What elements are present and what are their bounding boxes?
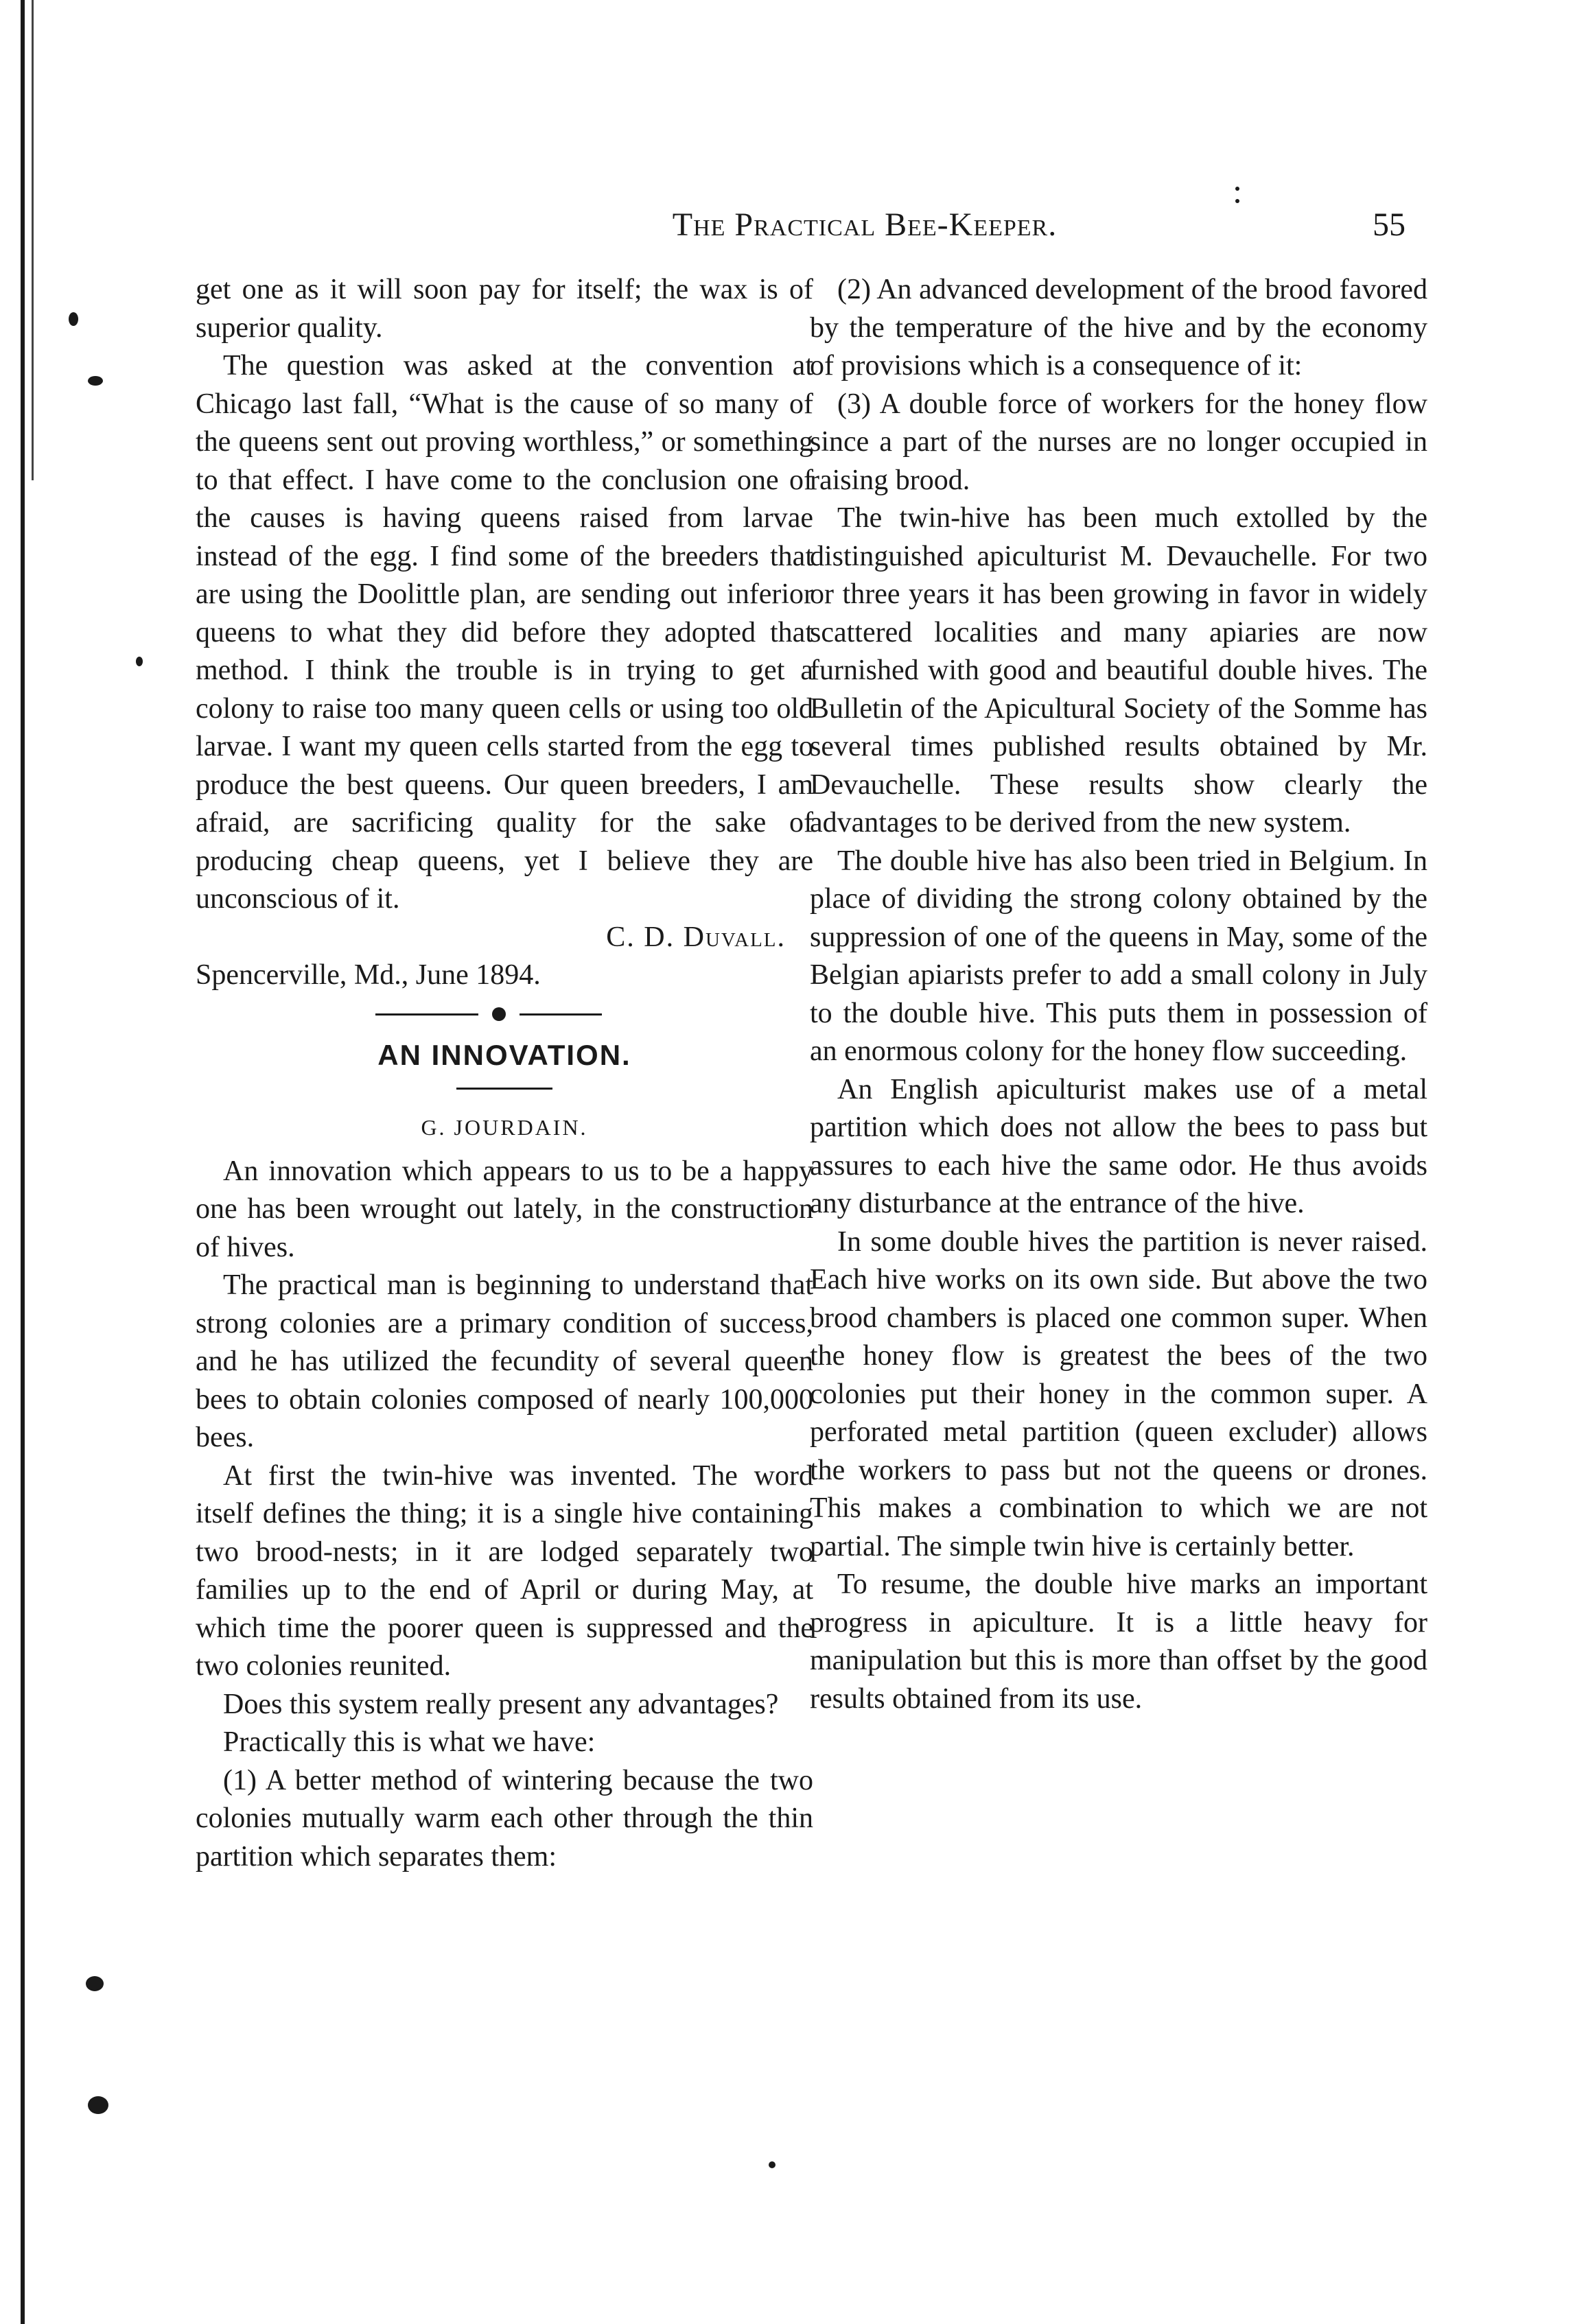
paragraph: The double hive has also been tried in Belgium. In place of dividing the strong colony obtained by the suppression of one of the queens in May, some of the Belgian apiarists prefer to add a small colony in July to the double hive. This puts them in possession of an enormous colony for the honey flow succeeding. — [810, 845, 1427, 1067]
article-title: AN INNOVATION. — [377, 1038, 631, 1071]
ink-speck — [1235, 187, 1239, 191]
page-binding-shadow — [32, 0, 34, 480]
paragraph: The twin-hive has been much extolled by the distinguished apiculturist M. Devauchelle. For two or three years it has been growing in favor in widely scattered localities and many apiaries are now furnished with good and beautiful double hives. The Bulletin of the Apicultural Society of the Somme has several times published results obtained by Mr. Devauchelle. These results show clearly the advantages to be derived from the new system. — [810, 502, 1427, 838]
paragraph: Practically this is what we have: — [223, 1726, 596, 1758]
paragraph: An English apiculturist makes use of a metal partition which does not allow the bees to pass but assures to each hive the same odor. He thus avoids any disturbance at the entrance of the hive. — [810, 1073, 1427, 1219]
ink-speck — [1235, 199, 1239, 203]
ink-speck — [69, 312, 78, 326]
page-binding-edge — [21, 0, 25, 2324]
paragraph: Does this system really present any advantages? — [223, 1688, 779, 1720]
ink-speck — [86, 1976, 104, 1991]
paragraph: get one as it will soon pay for itself; the wax is of superior quality. — [196, 274, 813, 344]
paragraph: The practical man is beginning to understand that strong colonies are a primary condition of success, and he has utilized the fecundity of several queen bees to obtain colonies composed of nearly 100,000 bees. — [196, 1269, 813, 1453]
paragraph: (2) An advanced development of the brood favored by the temperature of the hive and by the economy of provisions which is a consequence of it: — [810, 274, 1427, 382]
ink-speck — [88, 376, 103, 386]
running-title: The Practical Bee-Keeper. — [672, 207, 1058, 243]
ink-speck — [88, 2096, 108, 2114]
paragraph: (1) A better method of wintering because the two colonies mutually warm each other through the thin partition which separates them: — [196, 1764, 813, 1873]
left-column — [196, 271, 813, 1876]
paragraph: In some double hives the partition is never raised. Each hive works on its own side. But above the two brood chambers is placed one common super. When the honey flow is greatest the bees of the two colonies put their honey in the common super. A perforated metal partition (queen excluder) allows the workers to pass but not the queens or drones. This makes a combination to which we are not partial. The simple twin hive is certainly better. — [810, 1225, 1427, 1562]
paragraph: To resume, the double hive marks an important progress in apiculture. It is a little heavy for manipulation but this is more than offset by the good results obtained from its use. — [810, 1569, 1427, 1715]
ornamental-divider — [196, 1000, 813, 1028]
dateline: Spencerville, Md., June 1894. — [196, 959, 541, 991]
ink-speck — [136, 657, 143, 666]
paragraph: An innovation which appears to us to be a happy one has been wrought out lately, in the construction of hives. — [196, 1155, 813, 1263]
paragraph: At first the twin-hive was invented. The word itself defines the thing; it is a single hive containing two brood-nests; in it are lodged separately two families up to the end of April or during May, at which time the poorer queen is suppressed and the two colonies reunited. — [196, 1459, 813, 1682]
title-rule — [456, 1088, 552, 1090]
article-author: G. JOURDAIN. — [421, 1115, 588, 1140]
page-number: 55 — [1373, 207, 1406, 243]
right-column — [810, 271, 1427, 1718]
ink-speck — [769, 2161, 775, 2168]
author-signature: C. D. Duvall. — [606, 921, 786, 953]
paragraph: The question was asked at the convention at Chicago last fall, “What is the cause of so many of the queens sent out proving worthless,” or something to that effect. I have come to the conclusion one of the causes is having queens raised from larvae instead of the egg. I find some of the breeders that are using the Doolittle plan, are sending out inferior queens to what they did before they adopted that method. I think the trouble is in trying to get a colony to raise too many queen cells or using too old larvae. I want my queen cells started from the egg to produce the best queens. Our queen breeders, I am afraid, are sacrificing quality for the sake of producing cheap queens, yet I believe they are unconscious of it. — [196, 350, 813, 915]
paragraph: (3) A double force of workers for the honey flow since a part of the nurses are no longer occupied in raising brood. — [810, 388, 1427, 496]
